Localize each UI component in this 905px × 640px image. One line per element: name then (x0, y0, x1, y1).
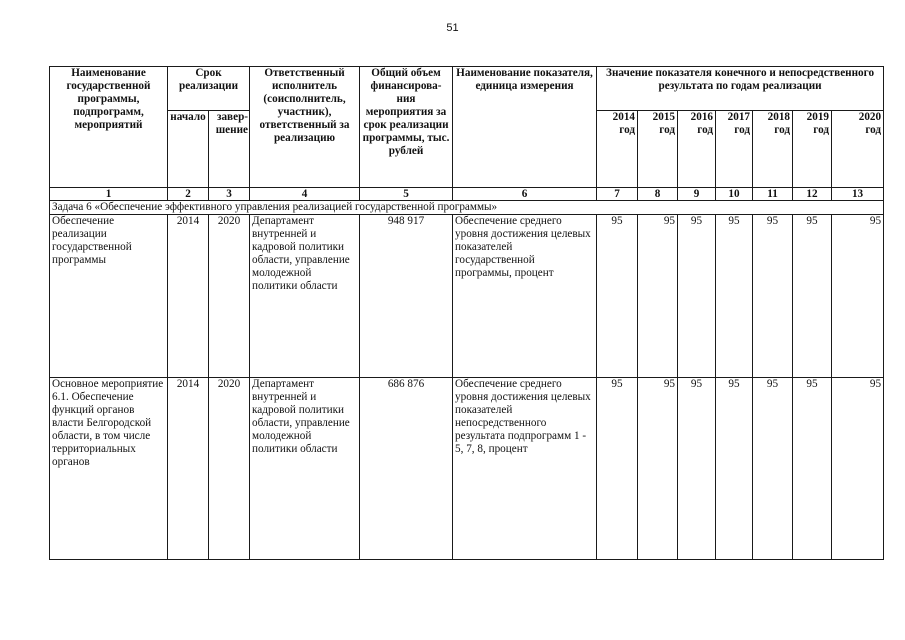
header-year (793, 111, 832, 188)
row-value: 95 (716, 378, 753, 560)
column-number: 3 (209, 188, 250, 201)
year-label: 2020 (858, 111, 882, 123)
year-unit: год (865, 124, 882, 136)
year-label: 2016 (690, 111, 714, 123)
row-funding: 948 917 (360, 215, 453, 378)
header-term: Срок реализации (168, 67, 250, 111)
row-value: 95 (638, 215, 678, 378)
row-value: 95 (597, 378, 638, 560)
row-value: 95 (832, 215, 884, 378)
header-indicator: Наименование показателя, единица измерения (453, 67, 597, 188)
year-unit: год (659, 124, 676, 136)
year-unit: год (734, 124, 751, 136)
row-value: 95 (597, 215, 638, 378)
header-indicator-values: Значение показателя конечного и непосредственного результата по годам реализации (597, 67, 884, 111)
table-row (50, 378, 884, 560)
row-start-year: 2014 (168, 215, 209, 378)
column-number: 9 (678, 188, 716, 201)
column-number: 6 (453, 188, 597, 201)
row-value: 95 (832, 378, 884, 560)
row-start-year: 2014 (168, 378, 209, 560)
year-unit: год (774, 124, 791, 136)
column-number: 11 (753, 188, 793, 201)
column-number: 10 (716, 188, 753, 201)
header-year (597, 111, 638, 188)
column-number: 8 (638, 188, 678, 201)
page-number: 51 (446, 22, 459, 34)
year-unit: год (619, 124, 636, 136)
row-indicator: Обеспечение среднего уровня достижения целевых показателей государственной программы, процент (453, 215, 597, 378)
year-label: 2014 (612, 111, 636, 123)
row-program-name: Обеспечение реализации государственной программы (50, 215, 168, 378)
header-program-name: Наименование государственной программы, подпрограмм, мероприятий (50, 67, 168, 188)
row-value: 95 (678, 215, 716, 378)
row-value: 95 (638, 378, 678, 560)
row-value: 95 (793, 215, 832, 378)
column-number: 4 (250, 188, 360, 201)
year-label: 2019 (806, 111, 830, 123)
program-table (49, 66, 884, 560)
year-label: 2015 (652, 111, 676, 123)
header-term-start: начало (168, 111, 209, 188)
row-indicator: Обеспечение среднего уровня достижения целевых показателей непосредственного результата подпрограмм 1 - 5, 7, 8, процент (453, 378, 597, 560)
row-executor: Департамент внутренней и кадровой политики области, управление молодежной политики области (250, 378, 360, 560)
header-term-end (209, 111, 250, 188)
row-executor: Департамент внутренней и кадровой политики области, управление молодежной политики области (250, 215, 360, 378)
column-number: 1 (50, 188, 168, 201)
row-value: 95 (753, 215, 793, 378)
column-number: 5 (360, 188, 453, 201)
header-executor: Ответственный исполнитель (соисполнитель, участник), ответственный за реализацию (250, 67, 360, 188)
row-value: 95 (716, 215, 753, 378)
header-year (716, 111, 753, 188)
row-value: 95 (753, 378, 793, 560)
header-year (638, 111, 678, 188)
task-title: Задача 6 «Обеспечение эффективного управления реализацией государственной программы» (50, 201, 884, 215)
header-term-end-line1: завер- (216, 111, 249, 123)
header-year (832, 111, 884, 188)
row-program-name: Основное мероприятие 6.1. Обеспечение функций органов власти Белгородской области, в том числе территориальных органов (50, 378, 168, 560)
year-label: 2018 (767, 111, 791, 123)
year-unit: год (813, 124, 830, 136)
row-end-year: 2020 (209, 378, 250, 560)
row-end-year: 2020 (209, 215, 250, 378)
year-unit: год (697, 124, 714, 136)
header-term-end-line2: шение (215, 124, 249, 136)
row-value: 95 (678, 378, 716, 560)
header-year (678, 111, 716, 188)
column-number: 13 (832, 188, 884, 201)
column-number: 2 (168, 188, 209, 201)
column-number: 7 (597, 188, 638, 201)
year-label: 2017 (727, 111, 751, 123)
table-row (50, 215, 884, 378)
column-number: 12 (793, 188, 832, 201)
header-funding: Общий объем финансирова-ния мероприятия за срок реализации программы, тыс. рублей (360, 67, 453, 188)
row-value: 95 (793, 378, 832, 560)
row-funding: 686 876 (360, 378, 453, 560)
header-year (753, 111, 793, 188)
